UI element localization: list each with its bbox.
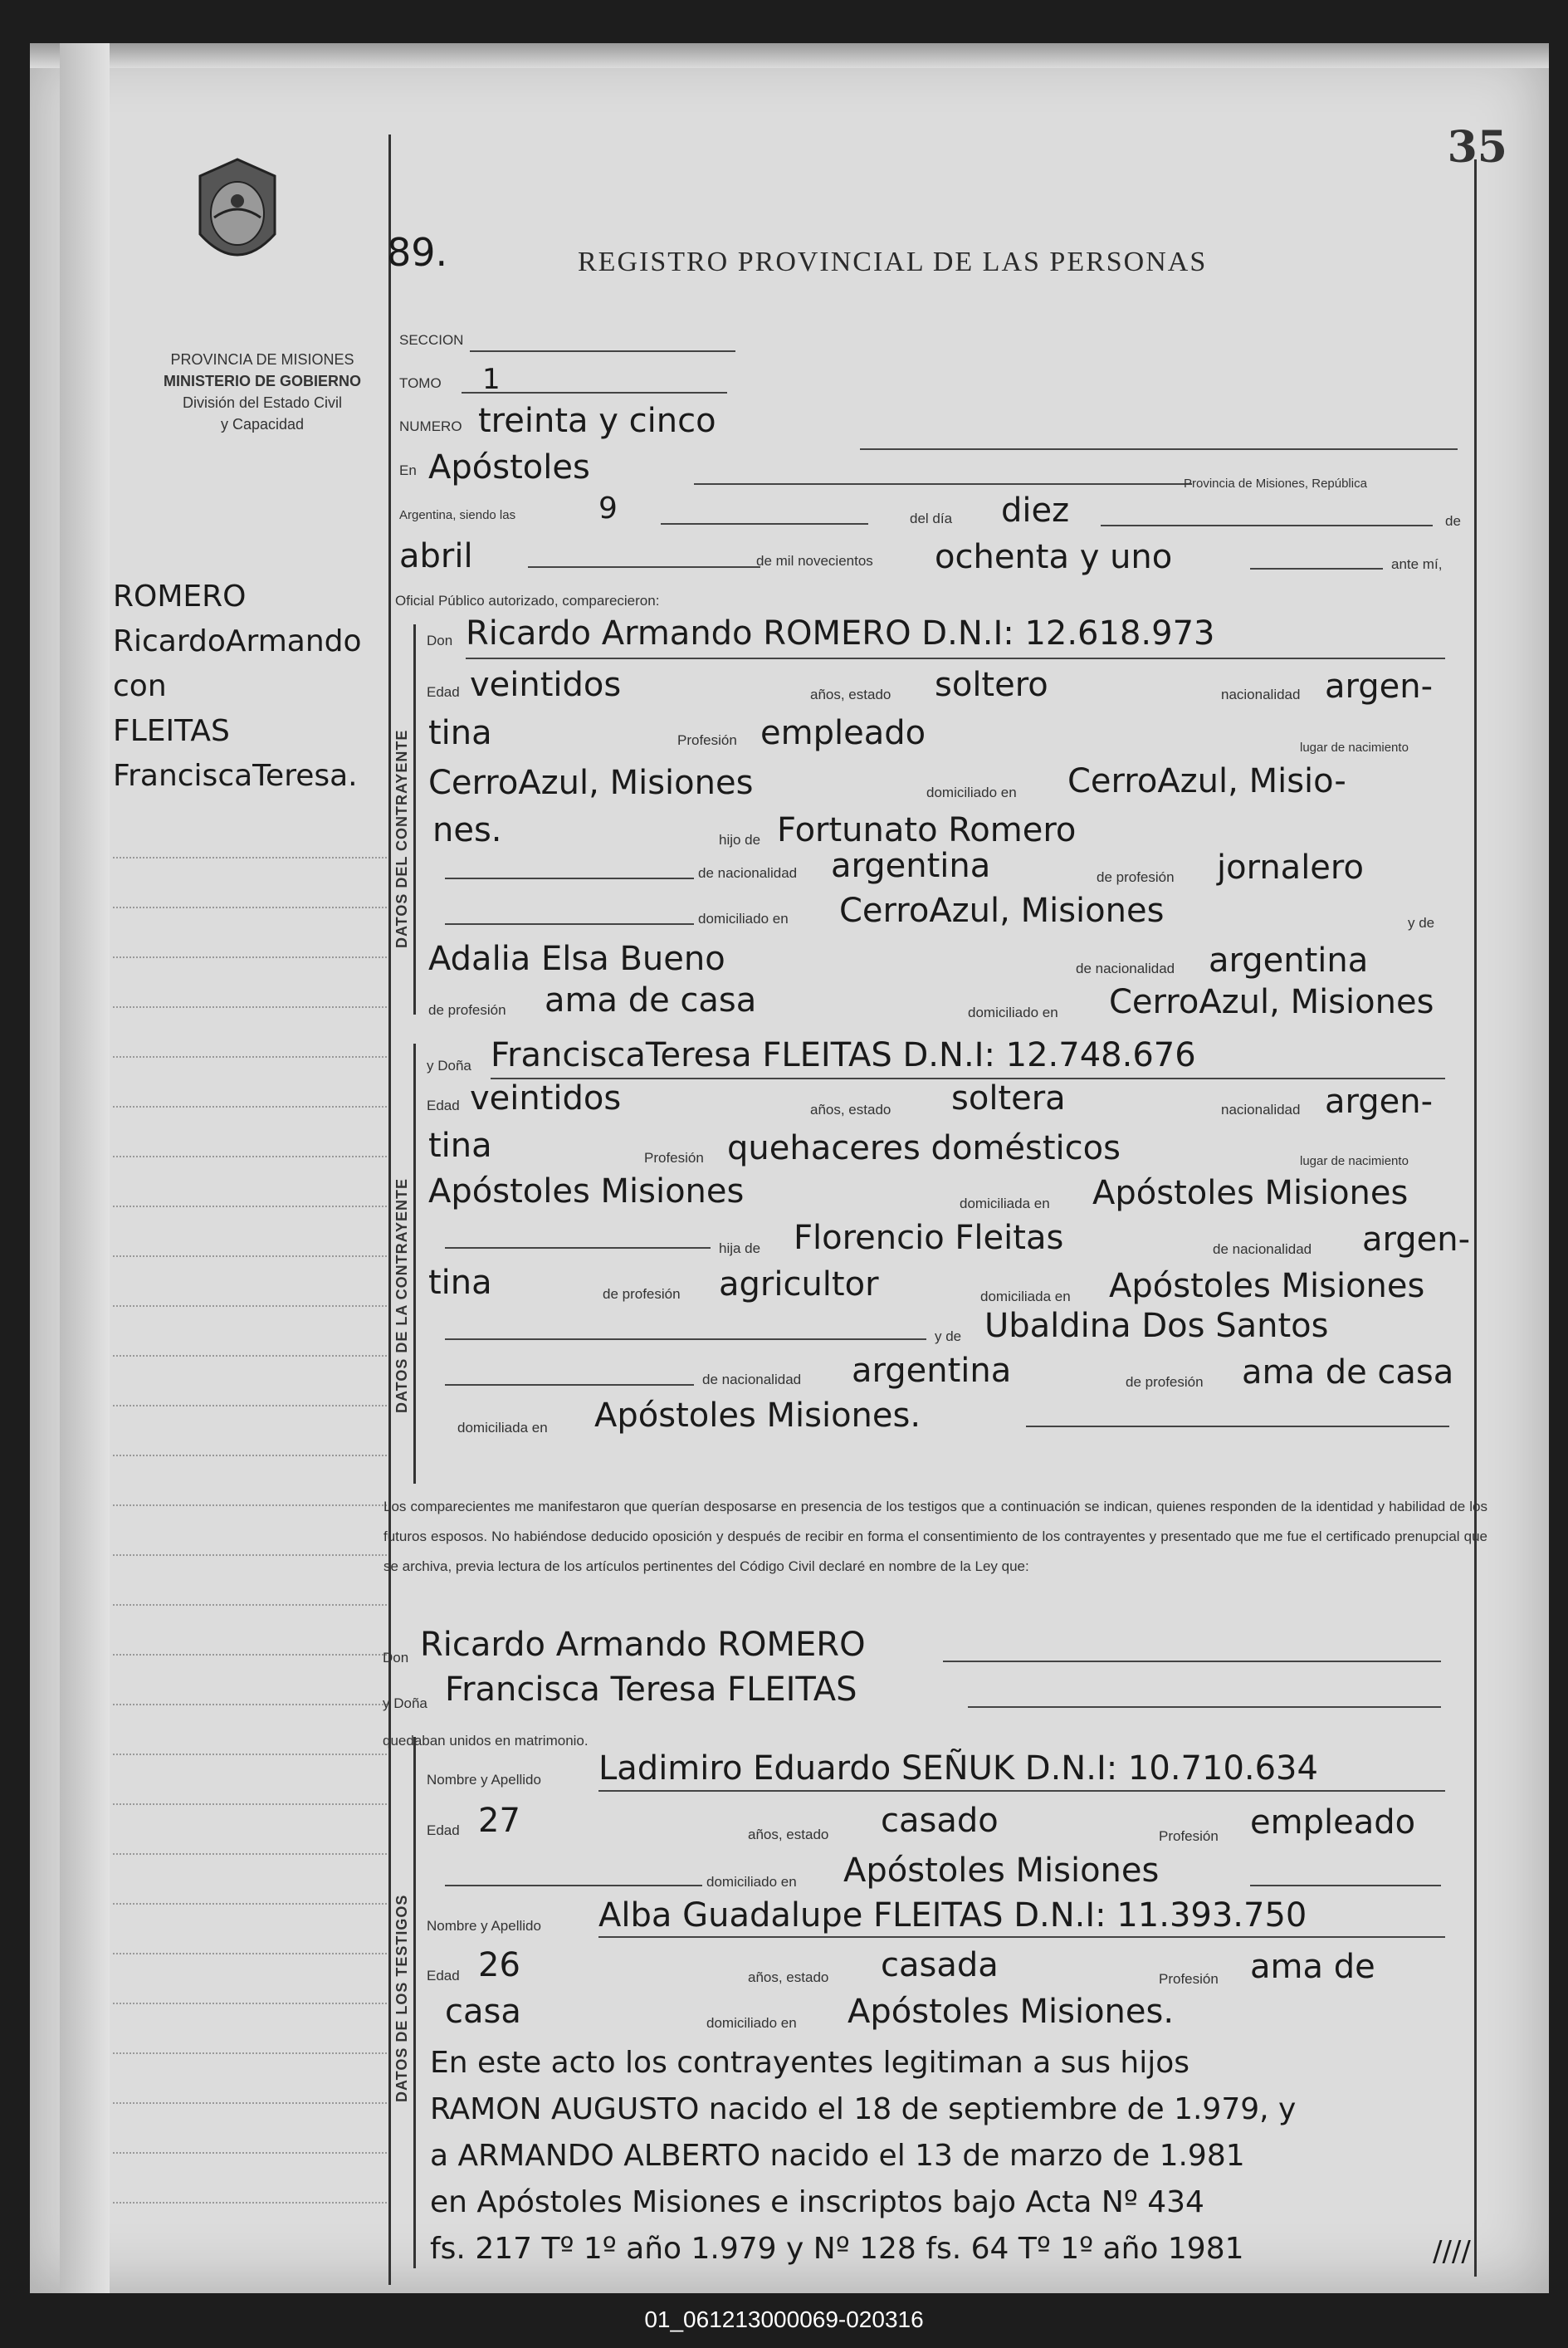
- field-line: [661, 523, 868, 525]
- label-y-dona: y Doña: [383, 1695, 427, 1711]
- margin-rule: [113, 1455, 387, 1456]
- field-line: [445, 1384, 694, 1386]
- margin-rule: [113, 1106, 387, 1108]
- label-don: Don: [427, 633, 453, 648]
- margin-note-line: FLEITAS: [113, 714, 230, 748]
- field-line: [968, 1706, 1441, 1708]
- value-anio: ochenta y uno: [935, 538, 1173, 576]
- contrayenta-padre-nac: argen-: [1362, 1220, 1471, 1259]
- value-hora: 9: [598, 492, 618, 526]
- label-domiciliada: domiciliada en: [960, 1196, 1050, 1211]
- margin-rule: [113, 2102, 387, 2104]
- value-mes: abril: [399, 537, 473, 575]
- section-bar-testigos: [413, 1737, 416, 2268]
- contrayente-domicilio-2: nes.: [432, 811, 502, 849]
- label-hija-de: hija de: [719, 1240, 761, 1256]
- label-y-de: y de: [935, 1328, 962, 1344]
- label-seccion: SECCION: [399, 332, 464, 348]
- contrayenta-lugar-nac: Apóstoles Misiones: [428, 1172, 745, 1211]
- contrayenta-nacionalidad-2: tina: [428, 1127, 492, 1165]
- agency-division: División del Estado Civil: [182, 394, 343, 411]
- section-bar-contrayente: [413, 624, 416, 1015]
- contrayenta-profesion: quehaceres domésticos: [727, 1129, 1121, 1167]
- margin-note-line: FranciscaTeresa.: [113, 759, 358, 793]
- contrayente-nacionalidad: argen-: [1325, 668, 1434, 706]
- testigo-1-profesion: empleado: [1250, 1803, 1416, 1842]
- contrayente-edad: veintidos: [470, 666, 622, 704]
- margin-rule: [113, 1704, 387, 1705]
- left-border-line: [388, 135, 391, 2285]
- label-de-nacionalidad: de nacionalidad: [1213, 1241, 1312, 1257]
- label-anos-estado: años, estado: [810, 687, 891, 702]
- contrayente-profesion: empleado: [760, 714, 926, 752]
- contrayenta-madre-prof: ama de casa: [1242, 1353, 1454, 1392]
- margin-rule: [113, 1006, 387, 1008]
- label-domiciliado: domiciliado en: [926, 785, 1017, 800]
- field-line: [445, 1247, 711, 1249]
- field-line: [598, 1790, 1445, 1792]
- contrayente-estado: soltero: [935, 666, 1048, 704]
- label-provincia: Provincia de Misiones, República: [1184, 477, 1367, 491]
- margin-rule: [113, 1554, 387, 1556]
- side-label-contrayente: DATOS DEL CONTRAYENTE: [393, 729, 410, 948]
- label-domiciliado: domiciliado en: [698, 911, 789, 927]
- label-de-nacionalidad: de nacionalidad: [698, 865, 798, 881]
- coat-of-arms-icon: [188, 155, 287, 280]
- testigo-2-domicilio: Apóstoles Misiones.: [848, 1993, 1175, 2031]
- margin-rule: [113, 1754, 387, 1755]
- label-profesion: Profesión: [1159, 1828, 1219, 1844]
- declarado-dona: Francisca Teresa FLEITAS: [445, 1671, 857, 1709]
- label-de-profesion: de profesión: [1126, 1374, 1204, 1390]
- label-domiciliada: domiciliada en: [457, 1420, 548, 1436]
- field-line: [445, 1885, 702, 1886]
- value-dia: diez: [1001, 492, 1070, 530]
- testigo-2-estado: casada: [881, 1946, 999, 1984]
- margin-rule: [113, 1056, 387, 1058]
- testigo-2-profesion: ama de: [1250, 1948, 1375, 1986]
- label-mil-novecientos: de mil novecientos: [756, 553, 873, 569]
- note-line: en Apóstoles Misiones e inscriptos bajo Acta Nº 434: [430, 2185, 1204, 2219]
- field-line: [1026, 1426, 1449, 1427]
- field-line: [860, 448, 1458, 450]
- margin-note-line: RicardoArmando: [113, 624, 362, 658]
- contrayenta-domicilio: Apóstoles Misiones: [1092, 1174, 1409, 1212]
- contrayente-nacionalidad-2: tina: [428, 714, 492, 752]
- label-hijo-de: hijo de: [719, 832, 761, 848]
- page-title: REGISTRO PROVINCIAL DE LAS PERSONAS: [578, 247, 1208, 277]
- margin-rule: [113, 1156, 387, 1157]
- legitimation-note: [430, 2040, 1476, 2272]
- contrayente-nombre: Ricardo Armando ROMERO D.N.I: 12.618.973: [466, 614, 1215, 653]
- field-line: [943, 1661, 1441, 1662]
- page-top-edge: [30, 43, 1549, 68]
- value-tomo: 1: [482, 363, 501, 396]
- testigo-2-edad: 26: [478, 1946, 520, 1984]
- testigo-1-edad: 27: [478, 1802, 520, 1840]
- label-profesion: Profesión: [644, 1150, 704, 1166]
- label-nombre-apellido: Nombre y Apellido: [427, 1918, 541, 1934]
- contrayenta-nacionalidad: argen-: [1325, 1083, 1434, 1121]
- value-numero: treinta y cinco: [478, 402, 716, 440]
- contrayente-madre-nac: argentina: [1209, 942, 1369, 980]
- contrayenta-padre: Florencio Fleitas: [794, 1219, 1064, 1257]
- label-en: En: [399, 462, 417, 478]
- agency-division-2: y Capacidad: [220, 416, 305, 433]
- margin-rule: [113, 1853, 387, 1855]
- agency-province: PROVINCIA DE MISIONES: [170, 351, 354, 368]
- label-domiciliada: domiciliada en: [980, 1289, 1071, 1304]
- agency-header: [121, 349, 403, 435]
- label-de-profesion: de profesión: [428, 1002, 506, 1018]
- section-bar-contrayenta: [413, 1044, 416, 1484]
- label-oficial: Oficial Público autorizado, comparecieron:: [395, 593, 660, 609]
- label-quedaban: quedaban unidos en matrimonio.: [383, 1733, 589, 1749]
- label-de-nacionalidad: de nacionalidad: [1076, 961, 1175, 976]
- contrayenta-madre-nac: argentina: [852, 1352, 1012, 1390]
- margin-rule: [113, 2202, 387, 2204]
- label-nacionalidad: nacionalidad: [1221, 687, 1301, 702]
- contrayenta-edad: veintidos: [470, 1079, 622, 1118]
- label-edad: Edad: [427, 1968, 460, 1984]
- label-domiciliado: domiciliado en: [706, 1874, 797, 1890]
- label-domiciliado: domiciliado en: [706, 2015, 797, 2031]
- testigo-2-nombre: Alba Guadalupe FLEITAS D.N.I: 11.393.750: [598, 1896, 1307, 1935]
- contrayente-padre-prof: jornalero: [1217, 849, 1364, 887]
- side-label-testigos: DATOS DE LOS TESTIGOS: [393, 1894, 410, 2102]
- margin-rule: [113, 1803, 387, 1805]
- agency-ministry: MINISTERIO DE GOBIERNO: [163, 373, 362, 389]
- field-line: [598, 1936, 1445, 1938]
- label-nacionalidad: nacionalidad: [1221, 1102, 1301, 1118]
- field-line: [694, 483, 1192, 485]
- margin-note: [113, 575, 362, 799]
- note-line: RAMON AUGUSTO nacido el 18 de septiembre de 1.979, y: [430, 2092, 1297, 2126]
- margin-rule: [113, 2152, 387, 2154]
- field-line: [445, 1338, 926, 1340]
- field-line: [470, 350, 735, 352]
- scan-id-footer: 01_061213000069-020316: [644, 2306, 924, 2332]
- value-lugar: Apóstoles: [428, 448, 590, 487]
- testigo-1-domicilio: Apóstoles Misiones: [843, 1851, 1160, 1890]
- contrayenta-padre-dom: Apóstoles Misiones: [1109, 1267, 1425, 1305]
- page-number: 35: [1447, 122, 1507, 173]
- label-de-profesion: de profesión: [1097, 869, 1175, 885]
- contrayenta-madre: Ubaldina Dos Santos: [984, 1307, 1329, 1345]
- label-anos-estado: años, estado: [748, 1969, 829, 1985]
- margin-rule: [113, 1355, 387, 1357]
- label-del-dia: del día: [910, 511, 953, 526]
- margin-rule: [113, 1405, 387, 1406]
- field-line: [462, 392, 727, 394]
- field-line: [445, 878, 694, 879]
- label-de-nacionalidad: de nacionalidad: [702, 1372, 802, 1387]
- margin-rule: [113, 1255, 387, 1257]
- contrayente-lugar-nac: CerroAzul, Misiones: [428, 764, 754, 802]
- contrayente-domicilio: CerroAzul, Misio-: [1067, 762, 1346, 800]
- margin-rule: [113, 1305, 387, 1307]
- label-tomo: TOMO: [399, 375, 442, 391]
- margin-rule: [113, 1206, 387, 1207]
- label-edad: Edad: [427, 1822, 460, 1838]
- binding-spine: [60, 43, 110, 2293]
- label-anos-estado: años, estado: [748, 1827, 829, 1842]
- label-de-profesion: de profesión: [603, 1286, 681, 1302]
- margin-rule: [113, 1604, 387, 1606]
- document-page: [30, 43, 1549, 2293]
- contrayente-madre: Adalia Elsa Bueno: [428, 940, 725, 978]
- contrayenta-padre-prof: agricultor: [719, 1265, 879, 1304]
- note-line: fs. 217 Tº 1º año 1.979 y Nº 128 fs. 64 Tº 1º año 1981: [430, 2232, 1244, 2266]
- margin-rule: [113, 2003, 387, 2004]
- label-lugar-nacimiento: lugar de nacimiento: [1300, 1154, 1409, 1168]
- margin-rule: [113, 907, 387, 908]
- label-edad: Edad: [427, 1098, 460, 1113]
- margin-note-line: con: [113, 669, 167, 703]
- contrayenta-estado: soltera: [951, 1079, 1066, 1118]
- field-line: [1250, 1885, 1441, 1886]
- field-line: [1250, 568, 1383, 570]
- contrayente-madre-prof: ama de casa: [545, 981, 757, 1020]
- declarado-don: Ricardo Armando ROMERO: [420, 1626, 866, 1664]
- margin-note-line: ROMERO: [113, 580, 247, 614]
- label-numero: NUMERO: [399, 418, 462, 434]
- contrayenta-nombre: FranciscaTeresa FLEITAS D.N.I: 12.748.676: [491, 1036, 1196, 1074]
- margin-rule: [113, 1654, 387, 1656]
- declaration-text: Los comparecientes me manifestaron que querían desposarse en presencia de los testigos que a continuación se indican, quienes responden de la identidad y habilidad de los futuros esposos. No habiéndose deducido oposición y después de recibir en forma el consentimiento de los contrayentes y presentado que me fue el certificado prenupcial que se archiva, previa lectura de los artículos pertinentes del Código Civil declaré en nombre de la Ley que:: [383, 1499, 1487, 1574]
- label-don: Don: [383, 1650, 409, 1666]
- margin-rule: [113, 1953, 387, 1954]
- note-line: En este acto los contrayentes legitiman a sus hijos: [430, 2046, 1190, 2080]
- field-line: [528, 566, 760, 568]
- contrayenta-padre-nac-2: tina: [428, 1264, 492, 1302]
- contrayente-padre-dom: CerroAzul, Misiones: [839, 892, 1165, 930]
- field-line: [445, 923, 694, 925]
- contrayente-madre-dom: CerroAzul, Misiones: [1109, 983, 1434, 1021]
- label-profesion: Profesión: [1159, 1971, 1219, 1987]
- margin-rule: [113, 2052, 387, 2054]
- field-line: [466, 658, 1445, 659]
- label-argentina: Argentina, siendo las: [399, 508, 516, 522]
- contrayenta-madre-dom: Apóstoles Misiones.: [594, 1397, 921, 1435]
- label-nombre-apellido: Nombre y Apellido: [427, 1772, 541, 1788]
- testigo-1-estado: casado: [881, 1802, 999, 1840]
- label-ante-mi: ante mí,: [1391, 556, 1443, 572]
- contrayente-padre: Fortunato Romero: [777, 811, 1077, 849]
- label-anos-estado: años, estado: [810, 1102, 891, 1118]
- testigo-2-profesion-2: casa: [445, 1993, 521, 2031]
- side-label-contrayenta: DATOS DE LA CONTRAYENTE: [393, 1177, 410, 1413]
- end-mark: ////: [1433, 2235, 1471, 2268]
- label-domiciliado: domiciliado en: [968, 1005, 1058, 1020]
- act-number: 89.: [387, 230, 448, 275]
- label-y-de: y de: [1408, 915, 1435, 931]
- margin-rule: [113, 1903, 387, 1905]
- label-edad: Edad: [427, 684, 460, 700]
- label-y-dona: y Doña: [427, 1058, 471, 1074]
- testigo-1-nombre: Ladimiro Eduardo SEÑUK D.N.I: 10.710.634: [598, 1749, 1318, 1788]
- note-line: a ARMANDO ALBERTO nacido el 13 de marzo de 1.981: [430, 2139, 1245, 2173]
- contrayente-padre-nac: argentina: [831, 847, 991, 885]
- label-profesion: Profesión: [677, 732, 737, 748]
- margin-rule: [113, 1504, 387, 1506]
- label-lugar-nacimiento: lugar de nacimiento: [1300, 741, 1409, 755]
- right-border-line: [1474, 159, 1477, 2277]
- margin-rule: [113, 857, 387, 858]
- label-de: de: [1445, 513, 1461, 529]
- margin-rule: [113, 956, 387, 958]
- field-line: [1101, 525, 1433, 526]
